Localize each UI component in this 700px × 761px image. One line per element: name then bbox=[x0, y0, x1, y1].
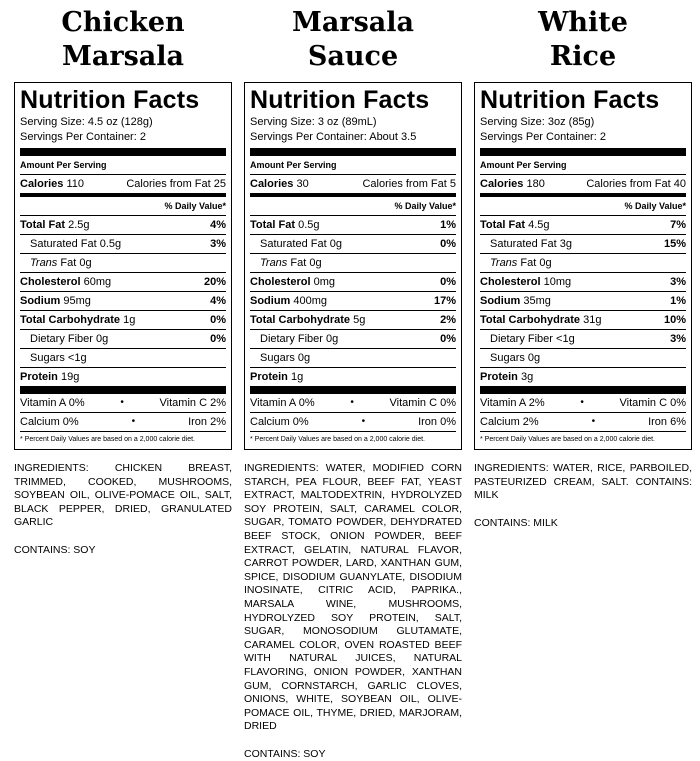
product-column-marsala-sauce bbox=[244, 0, 462, 761]
nutrient-amount: <1g bbox=[556, 333, 575, 345]
nutrient-daily-value: 0% bbox=[210, 314, 226, 326]
nutrition-facts-heading: Nutrition Facts bbox=[480, 86, 660, 114]
serving-size: Serving Size: 4.5 oz (128g) bbox=[20, 116, 153, 128]
nutrient-label: Saturated Fat bbox=[30, 238, 97, 250]
nutrient-amount: 3g bbox=[559, 238, 572, 250]
nutrient-amount: 95mg bbox=[63, 295, 91, 307]
calories-from-fat: Calories from Fat 40 bbox=[586, 178, 686, 190]
product-title bbox=[244, 0, 462, 82]
nutrient-row-trans-fat bbox=[480, 253, 686, 272]
nutrient-row-dietary-fiber bbox=[250, 329, 456, 348]
nutrient-row-sodium bbox=[250, 291, 456, 310]
nutrient-label: Trans bbox=[30, 257, 58, 269]
calories-value: 30 bbox=[296, 178, 309, 190]
daily-value-header-row bbox=[20, 193, 226, 215]
calories-row bbox=[480, 174, 686, 193]
allergen-contains: CONTAINS: SOY bbox=[14, 543, 96, 556]
calories-row bbox=[20, 174, 226, 193]
nutrient-row-total-carbohydrate bbox=[250, 310, 456, 329]
nutrient-row-saturated-fat bbox=[250, 234, 456, 253]
nutrient-amount: 2.5g bbox=[68, 219, 90, 231]
nutrition-facts-heading: Nutrition Facts bbox=[20, 86, 200, 114]
nutrient-amount: 3g bbox=[520, 371, 534, 383]
nutrient-amount: 60mg bbox=[83, 276, 112, 288]
product-column-white-rice bbox=[474, 0, 692, 530]
nutrient-amount: 0g bbox=[527, 352, 541, 364]
amount-per-serving-label: Amount Per Serving bbox=[480, 160, 567, 170]
calcium: Calcium 0% bbox=[20, 416, 79, 428]
nutrient-amount: 0.5g bbox=[99, 238, 122, 250]
nutrient-row-sugars bbox=[20, 348, 226, 367]
bullet-separator: • bbox=[580, 397, 584, 408]
amount-per-serving-row bbox=[250, 148, 456, 174]
daily-value-footnote: * Percent Daily Values are based on a 2,000 calorie diet. bbox=[20, 431, 226, 445]
daily-value-header: % Daily Value* bbox=[164, 201, 226, 211]
nutrient-row-protein bbox=[20, 367, 226, 386]
vitamin-row bbox=[20, 386, 226, 412]
servings-per-container: Servings Per Container: 2 bbox=[480, 131, 606, 143]
nutrient-label: Cholesterol bbox=[480, 276, 541, 288]
allergen-contains: CONTAINS: MILK bbox=[474, 516, 558, 529]
nutrient-row-sugars bbox=[480, 348, 686, 367]
calories-label: Calories bbox=[480, 178, 524, 190]
vitamin-c: Vitamin C 0% bbox=[619, 397, 686, 409]
daily-value-footnote: * Percent Daily Values are based on a 2,000 calorie diet. bbox=[250, 431, 456, 445]
product-title-line-1: Marsala bbox=[291, 7, 415, 38]
mineral-row bbox=[250, 412, 456, 431]
nutrient-row-sodium bbox=[20, 291, 226, 310]
nutrient-daily-value: 1% bbox=[670, 295, 686, 307]
calcium: Calcium 0% bbox=[250, 416, 309, 428]
nutrient-amount: 19g bbox=[60, 371, 80, 383]
daily-value-header-row bbox=[250, 193, 456, 215]
servings-per-container: Servings Per Container: About 3.5 bbox=[250, 131, 417, 143]
daily-value-header-row bbox=[480, 193, 686, 215]
nutrient-label: Saturated Fat bbox=[490, 238, 557, 250]
nutrient-amount: Fat 0g bbox=[60, 257, 92, 269]
vitamin-a: Vitamin A 0% bbox=[20, 397, 85, 409]
amount-per-serving-label: Amount Per Serving bbox=[20, 160, 107, 170]
nutrient-daily-value: 3% bbox=[210, 238, 226, 250]
calcium: Calcium 2% bbox=[480, 416, 539, 428]
nutrient-daily-value: 0% bbox=[440, 276, 456, 288]
nutrient-amount: 5g bbox=[353, 314, 366, 326]
nutrient-amount: 35mg bbox=[523, 295, 551, 307]
daily-value-footnote: * Percent Daily Values are based on a 2,000 calorie diet. bbox=[480, 431, 686, 445]
nutrient-label: Sodium bbox=[20, 295, 61, 307]
nutrient-row-sugars bbox=[250, 348, 456, 367]
nutrient-amount: 10mg bbox=[543, 276, 572, 288]
nutrient-row-protein bbox=[250, 367, 456, 386]
nutrient-daily-value: 17% bbox=[433, 295, 456, 307]
product-column-chicken-marsala bbox=[14, 0, 232, 557]
product-title bbox=[14, 0, 232, 82]
nutrient-amount: 0g bbox=[329, 238, 342, 250]
nutrient-daily-value: 0% bbox=[440, 333, 456, 345]
bullet-separator: • bbox=[120, 397, 124, 408]
allergen-contains: CONTAINS: SOY bbox=[244, 747, 326, 760]
nutrient-row-total-fat bbox=[20, 215, 226, 234]
nutrient-daily-value: 3% bbox=[670, 276, 686, 288]
nutrition-facts-heading: Nutrition Facts bbox=[250, 86, 430, 114]
nutrient-amount: 31g bbox=[583, 314, 602, 326]
nutrient-row-saturated-fat bbox=[480, 234, 686, 253]
nutrient-amount: Fat 0g bbox=[520, 257, 552, 269]
nutrient-daily-value: 15% bbox=[663, 238, 686, 250]
nutrient-daily-value: 3% bbox=[670, 333, 686, 345]
nutrient-row-protein bbox=[480, 367, 686, 386]
daily-value-header: % Daily Value* bbox=[394, 201, 456, 211]
product-title-line-2: Rice bbox=[549, 41, 617, 72]
nutrient-label: Total Carbohydrate bbox=[20, 314, 121, 326]
iron: Iron 0% bbox=[418, 416, 456, 428]
nutrient-label: Protein bbox=[20, 371, 58, 383]
nutrient-label: Total Fat bbox=[250, 219, 296, 231]
bullet-separator: • bbox=[131, 416, 136, 427]
nutrient-amount: 0g bbox=[96, 333, 109, 345]
calories-from-fat: Calories from Fat 25 bbox=[126, 178, 226, 190]
nutrient-row-trans-fat bbox=[20, 253, 226, 272]
nutrient-label: Total Carbohydrate bbox=[480, 314, 581, 326]
ingredients-text: INGREDIENTS: WATER, MODIFIED CORN STARCH, PEA FLOUR, BEEF FAT, YEAST EXTRACT, MALTODEXTRIN, HYDROLYZED SOY PROTEIN, SALT, CARAMEL COLOR, SUGAR, TOMATO POWDER, DEHYDRATED BEEF STOCK, ONION POWDER, BEEF EXTRACT, GELATIN, NATURAL FLAVOR, CARROT POWDER, LARD, XANTHAN GUM, SPICE, DISODIUM GUANYLATE, DISODIUM INOSINATE, CITRIC ACID, PAPRIKA., MARSALA WINE, MUSHROOMS, HYDROLYZED SOY PROTEIN, SALT, SUGAR, MONOSODIUM GLUTAMATE, CARAMEL COLOR, OVEN ROASTED BEEF WITH NATURAL JUICES, NATURAL FLAVORING, ONION POWDER, XANTHAN GUM, CORNSTARCH, GARLIC CLOVES, ONIONS, WHITE, SOYBEAN OIL, OLIVE-POMACE OIL, THYME, DRIED, MARJORAM, DRIED bbox=[244, 462, 462, 733]
nutrient-label: Trans bbox=[490, 257, 518, 269]
iron: Iron 2% bbox=[188, 416, 226, 428]
nutrient-amount: 1g bbox=[123, 314, 136, 326]
nutrient-row-total-carbohydrate bbox=[20, 310, 226, 329]
nutrient-label: Saturated Fat bbox=[260, 238, 327, 250]
nutrient-row-cholesterol bbox=[20, 272, 226, 291]
ingredients-text: INGREDIENTS: CHICKEN BREAST, TRIMMED, COOKED, MUSHROOMS, SOYBEAN OIL, OLIVE-POMACE OIL, SALT, BLACK PEPPER, DRIED, GRANULATED GARLIC bbox=[14, 462, 232, 529]
nutrient-label: Total Carbohydrate bbox=[250, 314, 351, 326]
calories-label: Calories bbox=[250, 178, 294, 190]
servings-per-container: Servings Per Container: 2 bbox=[20, 131, 146, 143]
nutrient-label: Cholesterol bbox=[20, 276, 81, 288]
nutrient-label: Sugars bbox=[260, 352, 295, 364]
bullet-separator: • bbox=[350, 397, 354, 408]
nutrient-label: Trans bbox=[260, 257, 288, 269]
ingredients-text: INGREDIENTS: WATER, RICE, PARBOILED, PASTEURIZED CREAM, SALT. CONTAINS: MILK bbox=[474, 462, 692, 502]
nutrient-amount: <1g bbox=[67, 352, 87, 364]
product-title-line-2: Sauce bbox=[307, 41, 399, 72]
vitamin-a: Vitamin A 2% bbox=[480, 397, 545, 409]
calories-label: Calories bbox=[20, 178, 64, 190]
iron: Iron 6% bbox=[648, 416, 686, 428]
nutrient-label: Total Fat bbox=[480, 219, 526, 231]
product-title-line-1: White bbox=[538, 7, 628, 38]
calories-from-fat: Calories from Fat 5 bbox=[362, 178, 456, 190]
nutrient-amount: Fat 0g bbox=[290, 257, 322, 269]
product-title-line-2: Marsala bbox=[61, 41, 185, 72]
mineral-row bbox=[20, 412, 226, 431]
calories-value: 110 bbox=[66, 178, 85, 190]
vitamin-a: Vitamin A 0% bbox=[250, 397, 315, 409]
nutrient-amount: 1g bbox=[290, 371, 304, 383]
vitamin-row bbox=[480, 386, 686, 412]
amount-per-serving-label: Amount Per Serving bbox=[250, 160, 337, 170]
nutrient-daily-value: 2% bbox=[440, 314, 456, 326]
nutrition-facts-panel bbox=[474, 82, 692, 450]
calories-row bbox=[250, 174, 456, 193]
product-title-line-1: Chicken bbox=[61, 7, 185, 38]
nutrient-row-sodium bbox=[480, 291, 686, 310]
nutrition-facts-panel bbox=[14, 82, 232, 450]
nutrient-daily-value: 4% bbox=[210, 295, 226, 307]
nutrient-daily-value: 4% bbox=[210, 219, 226, 231]
nutrient-row-dietary-fiber bbox=[480, 329, 686, 348]
nutrient-row-cholesterol bbox=[480, 272, 686, 291]
nutrient-amount: 0mg bbox=[313, 276, 335, 288]
nutrient-label: Dietary Fiber bbox=[30, 333, 93, 345]
nutrient-label: Dietary Fiber bbox=[260, 333, 323, 345]
nutrient-label: Total Fat bbox=[20, 219, 66, 231]
nutrient-label: Dietary Fiber bbox=[490, 333, 553, 345]
nutrient-amount: 0g bbox=[326, 333, 339, 345]
nutrient-amount: 400mg bbox=[293, 295, 328, 307]
nutrient-daily-value: 7% bbox=[670, 219, 686, 231]
nutrient-label: Protein bbox=[250, 371, 288, 383]
nutrient-row-cholesterol bbox=[250, 272, 456, 291]
nutrient-label: Protein bbox=[480, 371, 518, 383]
nutrient-row-total-fat bbox=[250, 215, 456, 234]
nutrient-row-total-fat bbox=[480, 215, 686, 234]
nutrient-label: Sodium bbox=[480, 295, 521, 307]
nutrient-daily-value: 0% bbox=[440, 238, 456, 250]
calories-value: 180 bbox=[526, 178, 545, 190]
mineral-row bbox=[480, 412, 686, 431]
amount-per-serving-row bbox=[20, 148, 226, 174]
nutrient-label: Sodium bbox=[250, 295, 291, 307]
nutrient-amount: 0.5g bbox=[298, 219, 320, 231]
nutrient-amount: 0g bbox=[297, 352, 311, 364]
bullet-separator: • bbox=[591, 416, 596, 427]
nutrient-label: Cholesterol bbox=[250, 276, 311, 288]
nutrient-row-trans-fat bbox=[250, 253, 456, 272]
nutrient-label: Sugars bbox=[30, 352, 65, 364]
nutrient-row-dietary-fiber bbox=[20, 329, 226, 348]
nutrient-daily-value: 10% bbox=[663, 314, 686, 326]
nutrient-row-saturated-fat bbox=[20, 234, 226, 253]
serving-size: Serving Size: 3 oz (89mL) bbox=[250, 116, 377, 128]
nutrient-row-total-carbohydrate bbox=[480, 310, 686, 329]
nutrient-daily-value: 1% bbox=[440, 219, 456, 231]
nutrition-facts-panel bbox=[244, 82, 462, 450]
bullet-separator: • bbox=[361, 416, 366, 427]
vitamin-row bbox=[250, 386, 456, 412]
product-title bbox=[474, 0, 692, 82]
nutrient-label: Sugars bbox=[490, 352, 525, 364]
vitamin-c: Vitamin C 2% bbox=[159, 397, 226, 409]
nutrient-daily-value: 20% bbox=[203, 276, 226, 288]
amount-per-serving-row bbox=[480, 148, 686, 174]
vitamin-c: Vitamin C 0% bbox=[389, 397, 456, 409]
daily-value-header: % Daily Value* bbox=[624, 201, 686, 211]
nutrient-amount: 4.5g bbox=[528, 219, 550, 231]
serving-size: Serving Size: 3oz (85g) bbox=[480, 116, 595, 128]
nutrient-daily-value: 0% bbox=[210, 333, 226, 345]
